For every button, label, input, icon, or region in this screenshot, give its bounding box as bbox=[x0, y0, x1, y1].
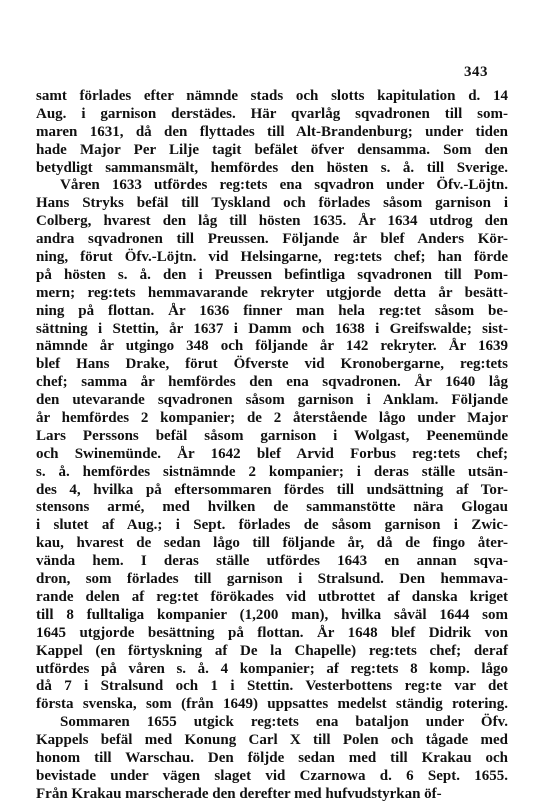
text-line: i slutet af Aug.; i Sept. förlades de såsom garnison i Zwic- bbox=[36, 517, 508, 534]
text-line: Lars Perssons befäl såsom garnison i Wolgast, Peenemünde bbox=[36, 427, 508, 444]
text-line: mern; reg:tets hemmavarande rekryter utgjorde detta år besätt- bbox=[36, 284, 508, 301]
text-line: Hans Stryks befäl till Tyskland och förlades såsom garnison i bbox=[36, 195, 508, 212]
text-line: 1645 utgjorde besättning på flottan. År 1648 blef Didrik von bbox=[36, 624, 508, 641]
text-line: på hösten s. å. den i Preussen befintliga sqvadronen till Pom- bbox=[36, 266, 508, 283]
text-line: hade Major Per Lilje tagit befälet öfver densamma. Som den bbox=[36, 141, 508, 158]
text-line: blef Hans Drake, förut Öfverste vid Kronobergarne, reg:tets bbox=[36, 356, 508, 373]
text-line: nämnde år utgingo 348 och följande år 142 rekryter. År 1639 bbox=[36, 338, 508, 355]
text-line: Kappels befäl med Konung Carl X till Polen och tågade med bbox=[36, 732, 508, 749]
text-line: Våren 1633 utfördes reg:tets ena sqvadron under Öfv.-Löjtn. bbox=[60, 177, 508, 194]
text-line: betydligt sammansmält, hemfördes den hösten s. å. till Sverige. bbox=[36, 159, 508, 176]
text-line: Kappel (en förtyskning af De la Chapelle) reg:tets chef; deraf bbox=[36, 642, 508, 659]
text-line: andra sqvadronen till Preussen. Följande år blef Anders Kör- bbox=[36, 231, 508, 248]
body-text bbox=[36, 88, 508, 804]
text-line: samt förlades efter nämnde stads och slotts kapitulation d. 14 bbox=[36, 88, 508, 104]
text-line: första svenska, som (från 1649) uppsattes medelst ständig rotering. bbox=[36, 696, 508, 713]
text-line: vända hem. I deras ställe utfördes 1643 en annan sqva- bbox=[36, 553, 508, 570]
text-line: Colberg, hvarest den låg till hösten 1635. År 1634 utdrog den bbox=[36, 213, 508, 230]
page-number: 343 bbox=[464, 64, 488, 80]
text-line: sättning i Stettin, år 1637 i Damm och 1638 i Greifswalde; sist- bbox=[36, 320, 508, 337]
text-line: kau, hvarest de sedan lågo till följande år, då de fingo åter- bbox=[36, 535, 508, 552]
text-line: ning på flottan. År 1636 finner man hela reg:tet såsom be- bbox=[36, 302, 508, 319]
text-line: s. å. hemfördes sistnämnde 2 kompanier; i deras ställe utsän- bbox=[36, 463, 508, 480]
text-line: rande delen af reg:tet förökades vid utbrottet af danska kriget bbox=[36, 588, 508, 605]
text-line: maren 1631, då den flyttades till Alt-Brandenburg; under tiden bbox=[36, 123, 508, 140]
text-line: och Swinemünde. År 1642 blef Arvid Forbus reg:tets chef; bbox=[36, 445, 508, 462]
text-line: honom till Warschau. Den följde sedan med till Krakau och bbox=[36, 749, 508, 766]
text-line: Från Krakau marscherade den derefter med hufvudstyrkan öf- bbox=[36, 785, 442, 802]
text-line: då 7 i Stralsund och 1 i Stettin. Vesterbottens reg:te var det bbox=[36, 678, 508, 695]
text-line: stensons armé, med hvilken de sammanstötte nära Glogau bbox=[36, 499, 508, 516]
text-line: chef; samma år hemfördes den ena sqvadronen. År 1640 låg bbox=[36, 374, 508, 391]
text-line: utfördes på våren s. å. 4 kompanier; af reg:tets 8 komp. lågo bbox=[36, 660, 508, 677]
text-line: den utevarande sqvadronen såsom garnison i Anklam. Följande bbox=[36, 392, 508, 409]
text-line: ning, förut Öfv.-Löjtn. vid Helsingarne, reg:tets chef; han förde bbox=[36, 249, 508, 266]
text-line: till 8 fulltaliga kompanier (1,200 man), hvilka såväl 1644 som bbox=[36, 606, 508, 623]
text-line: Aug. i garnison derstädes. Här qvarlåg sqvadronen till som- bbox=[36, 105, 508, 122]
text-line: bevistade under vägen slaget vid Czarnowa d. 6 Sept. 1655. bbox=[36, 767, 508, 784]
text-line: des 4, hvilka på eftersommaren fördes till undsättning af Tor- bbox=[36, 481, 508, 498]
text-line: Sommaren 1655 utgick reg:tets ena bataljon under Öfv. bbox=[60, 714, 508, 731]
text-line: år hemfördes 2 kompanier; de 2 återstående lågo under Major bbox=[36, 410, 508, 427]
text-line: dron, som förlades till garnison i Stralsund. Den hemmava- bbox=[36, 571, 508, 588]
